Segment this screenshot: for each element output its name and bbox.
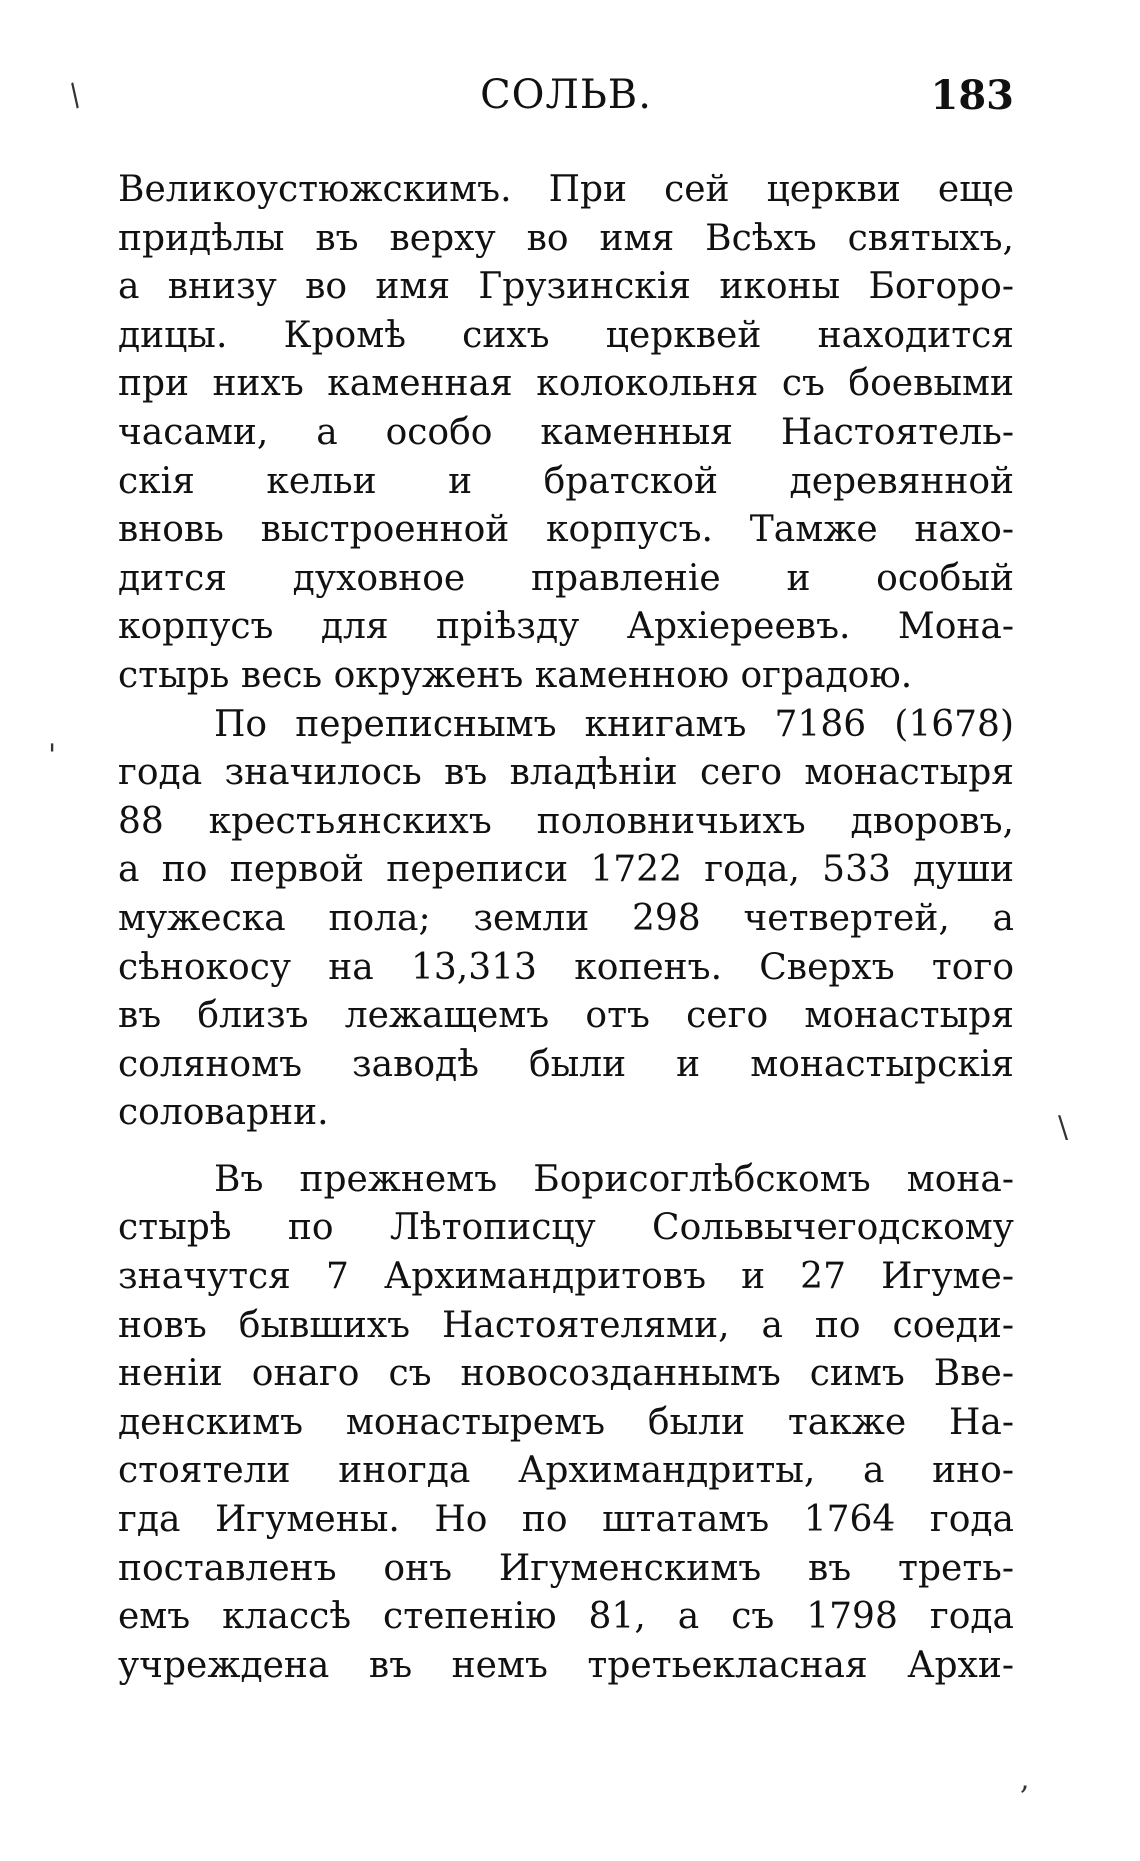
page-number: 183 (930, 72, 1014, 119)
text-line: вновь выстроенной корпусъ. Тамже нахо- (118, 509, 1014, 551)
text-line: соляномъ заводѣ были и монастырскія (118, 1043, 1014, 1085)
paragraph-2 (118, 701, 1014, 1138)
text-line: а по первой переписи 1722 года, 533 души (118, 849, 1014, 891)
paragraph-3 (118, 1156, 1014, 1691)
body-text (118, 166, 1014, 1690)
text-line: въ близъ лежащемъ отъ сего монастыря (118, 995, 1014, 1037)
text-line: часами, а особо каменныя Настоятель- (118, 411, 1014, 453)
page-header (118, 72, 1014, 132)
scan-speck: \ (1058, 1110, 1069, 1145)
text-line: года значилось въ владѣніи сего монастыря (118, 752, 1014, 794)
paragraph-1 (118, 166, 1014, 701)
text-line: корпусъ для пріѣзду Архіереевъ. Мона- (118, 606, 1014, 648)
scan-speck: / (61, 77, 89, 114)
scan-speck: ' (48, 738, 57, 773)
text-line: сѣнокосу на 13,313 копенъ. Сверхъ того (118, 946, 1014, 988)
scan-speck: , (1020, 1762, 1030, 1797)
text-line: значутся 7 Архимандритовъ и 27 Игуме- (118, 1256, 1014, 1298)
text-line: стырѣ по Лѣтописцу Сольвычегодскому (118, 1207, 1014, 1249)
text-line: новъ бывшихъ Настоятелями, а по соеди- (118, 1304, 1014, 1346)
text-line: придѣлы въ верху во имя Всѣхъ святыхъ, (118, 217, 1014, 259)
text-line: при нихъ каменная колокольня съ боевыми (118, 363, 1014, 405)
text-line: учреждена въ немъ третьекласная Архи- (118, 1644, 1014, 1686)
text-line: денскимъ монастыремъ были также На- (118, 1401, 1014, 1443)
text-line: неніи онаго съ новосозданнымъ симъ Вве- (118, 1353, 1014, 1395)
text-line: дится духовное правленіе и особый (118, 557, 1014, 599)
text-line: емъ классѣ степенію 81, а съ 1798 года (118, 1596, 1014, 1638)
text-line: мужеска пола; земли 298 четвертей, а (118, 897, 1014, 939)
text-line: 88 крестьянскихъ половничьихъ дворовъ, (118, 800, 1014, 842)
text-line: стоятели иногда Архимандриты, а ино- (118, 1450, 1014, 1492)
text-line: поставленъ онъ Игуменскимъ въ треть- (118, 1547, 1014, 1589)
text-line: По переписнымъ книгамъ 7186 (1678) (214, 703, 1014, 745)
text-line: Великоустюжскимъ. При сей церкви еще (118, 169, 1014, 210)
running-head: СОЛЬВ. (480, 72, 652, 118)
text-line: скія кельи и братской деревянной (118, 460, 1014, 502)
text-line: Въ прежнемъ Борисоглѣбскомъ мона- (214, 1158, 1014, 1200)
text-line: соловарни. (118, 1092, 329, 1134)
text-line: дицы. Кромѣ сихъ церквей находится (118, 314, 1014, 356)
text-line: стырь весь окруженъ каменною оградою. (118, 654, 913, 696)
text-line: а внизу во имя Грузинскія иконы Богоро- (118, 266, 1014, 308)
text-line: гда Игумены. Но по штатамъ 1764 года (118, 1499, 1014, 1541)
paragraph-spacing (118, 1138, 1014, 1156)
